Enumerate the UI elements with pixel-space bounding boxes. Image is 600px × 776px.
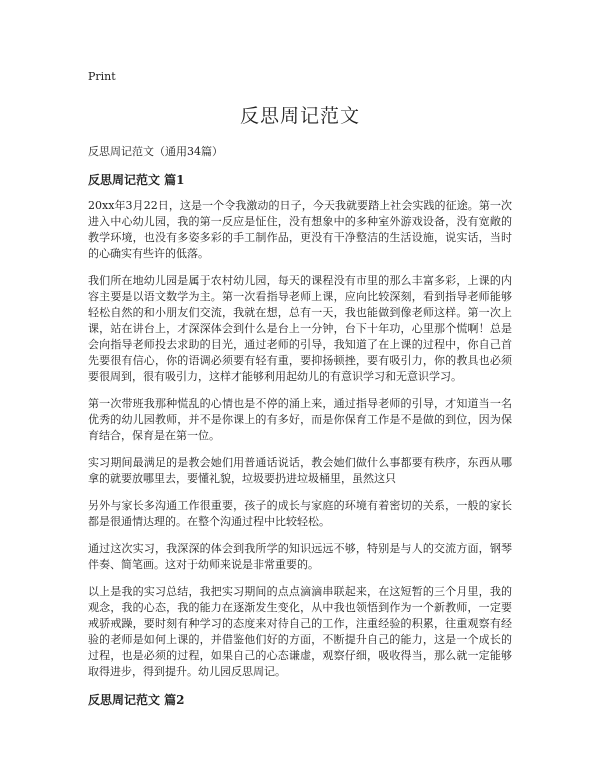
document-title: 反思周记范文 (239, 105, 360, 127)
paragraph: 以上是我的实习总结，我把实习期间的点点滴滴串联起来，在这短暂的三个月里，我的观念，我的心态，我的能力在逐渐发生变化，从中我也领悟到作为一个新教师，一定要戒骄戒躁，要时刻有种学习的态度来对待自己的工作，注重经验的积累，往重观察有经验的老师是如何上课的，并借鉴他们好的方面，不断提升自己的能力，这是一个成长的过程，也是必须的过程，如果自己的心态谦虚，观察仔细，吸收得当，那么就一定能够取得进步，得到提升。幼儿园反思周记。 (88, 585, 512, 678)
document-subtitle: 反思周记范文（通用34篇） (88, 145, 223, 158)
paragraph: 另外与家长多沟通工作很重要，孩子的成长与家庭的环境有着密切的关系，一般的家长都是很通情达理的。在整个沟通过程中比较轻松。 (88, 499, 512, 528)
print-link[interactable]: Print (88, 70, 116, 83)
section-2 (88, 692, 512, 708)
paragraph: 通过这次实习，我深深的体会到我所学的知识远远不够，特别是与人的交流方面，钢琴伴奏、简笔画。这对于幼师来说是非常重要的。 (88, 542, 512, 571)
section-heading: 反思周记范文 篇2 (88, 693, 185, 707)
paragraph: 第一次带班我那种慌乱的心情也是不停的涌上来，通过指导老师的引导，才知道当一名优秀的幼儿园教师，并不是你课上的有多好，而是你保育工作是不是做的到位，因为保育结合，保育是在第一位。 (88, 397, 512, 442)
paragraph: 实习期间最满足的是教会她们用普通话说话，教会她们做什么事都要有秩序，东西从哪拿的就要放哪里去，要懂礼貌，垃圾要扔进垃圾桶里，虽然这只 (88, 456, 512, 485)
section-heading: 反思周记范文 篇1 (88, 173, 185, 187)
paragraph: 20xx年3月22日，这是一个令我激动的日子，今天我就要踏上社会实践的征途。第一次进入中心幼儿园，我的第一反应是怔住，没有想象中的多种室外游戏设备，没有宽敞的教学环境，也没有多姿多彩的手工制作品，更没有干净整洁的生活设施，说实话，当时的心确实有些许的低落。 (88, 199, 512, 260)
paragraph: 我们所在地幼儿园是属于农村幼儿园，每天的课程没有市里的那么丰富多彩，上课的内容主要是以语文数学为主。第一次看指导老师上课，应向比较深刻，看到指导老师能够轻松自然的和小朋友们交流，我就在想，总有一天，我也能做到像老师这样。第一次上课，站在讲台上，才深深体会到什么是台上一分钟，台下十年功，心里那个慌啊！总是会向指导老师投去求助的目光，通过老师的引导，我知道了在上课的过程中，你自己首先要很有信心，你的语调必须要有轻有重，要抑扬顿挫，要有吸引力，你的教具也必须要很周到，很有吸引力，这样才能够利用起幼儿的有意识学习和无意识学习。 (88, 274, 512, 383)
section-1 (88, 172, 512, 680)
